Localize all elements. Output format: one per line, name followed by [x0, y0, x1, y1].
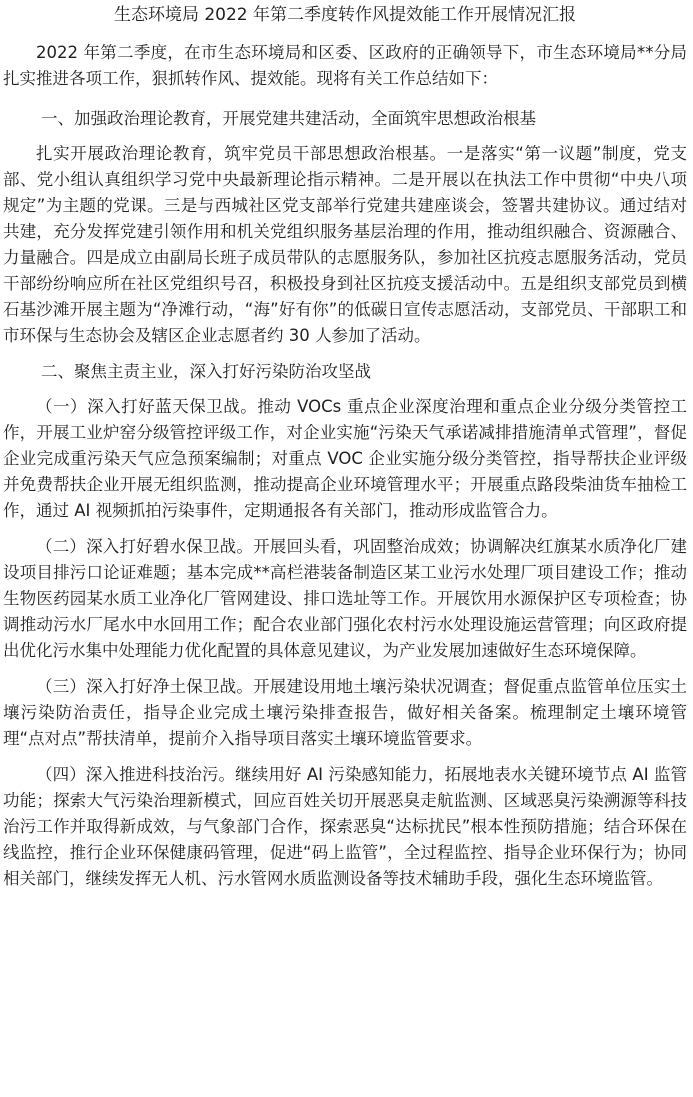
section-2-item-air: （一）深入打好蓝天保卫战。推动 VOCs 重点企业深度治理和重点企业分级分类管控工作，开展工业炉窑分级管控评级工作，对企业实施“污染天气承诺减排措施清单式管理”，督促企业完成重污染天气应急预案编制；对重点 VOC 企业实施分级分类管控，指导帮扶企业评级并免费帮扶企业开展无组织监测，推动提高企业环境管理水平；开展重点路段柴油货车抽检工作，通过 AI 视频抓拍污染事件，定期通报各有关部门，推动形成监管合力。	[3, 397, 687, 520]
section-1-body: 扎实开展政治理论教育，筑牢党员干部思想政治根基。一是落实“第一议题”制度，党支部、党小组认真组织学习党中央最新理论指示精神。二是开展以在执法工作中贯彻“中央八项规定”为主题的党课。三是与西城社区党支部举行党建共建座谈会，签署共建协议。通过结对共建，充分发挥党建引领作用和机关党组织服务基层治理的作用，推动组织融合、资源融合、力量融合。四是成立由副局长班子成员带队的志愿服务队，参加社区抗疫志愿服务活动，党员干部纷纷响应所在社区党组织号召，积极投身到社区抗疫支援活动中。五是组织支部党员到横石基沙滩开展主题为“净滩行动，“海”好有你”的低碳日宣传志愿活动，支部党员、干部职工和市环保与生态协会及辖区企业志愿者约 30 人参加了活动。	[3, 144, 687, 345]
section-2-item-water: （二）深入打好碧水保卫战。开展回头看，巩固整治成效；协调解决红旗某水质净化厂建设项目排污口论证难题；基本完成**高栏港装备制造区某工业污水处理厂项目建设工作；推动生物医药园某水质工业净化厂管网建设、排口选址等工作。开展饮用水源保护区专项检查；协调推动污水厂尾水中水回用工作；配合农业部门强化农村污水处理设施运营管理；向区政府提出优化污水集中处理能力优化配置的具体意见建议，为产业发展加速做好生态环境保障。	[3, 537, 687, 660]
document-title: 生态环境局 2022 年第二季度转作风提效能工作开展情况汇报	[113, 5, 577, 25]
section-2-item-soil: （三）深入打好净土保卫战。开展建设用地土壤污染状况调查；督促重点监管单位压实土壤污染防治责任，指导企业完成土壤污染排查报告，做好相关备案。梳理制定土壤环境管理“点对点”帮扶清单，提前介入指导项目落实土壤环境监管要求。	[3, 677, 687, 748]
intro-paragraph: 2022 年第二季度，在市生态环境局和区委、区政府的正确领导下，市生态环境局**分局扎实推进各项工作，狠抓转作风、提效能。现将有关工作总结如下：	[3, 43, 687, 88]
section-1-heading: 一、加强政治理论教育，开展党建共建活动，全面筑牢思想政治根基	[40, 109, 536, 128]
section-2-item-technology: （四）深入推进科技治污。继续用好 AI 污染感知能力，拓展地表水关键环境节点 AI 监管功能；探索大气污染治理新模式，回应百姓关切开展恶臭走航监测、区域恶臭污染溯源等科技治污工作并取得新成效，与气象部门合作，探索恶臭“达标扰民”根本性预防措施；结合环保在线监控，推行企业环保健康码管理，促进“码上监管”，全过程监控、指导企业环保行为；协同相关部门，继续发挥无人机、污水管网水质监测设备等技术辅助手段，强化生态环境监管。	[3, 765, 687, 888]
section-2-heading: 二、聚焦主责主业，深入打好污染防治攻坚战	[40, 362, 371, 381]
